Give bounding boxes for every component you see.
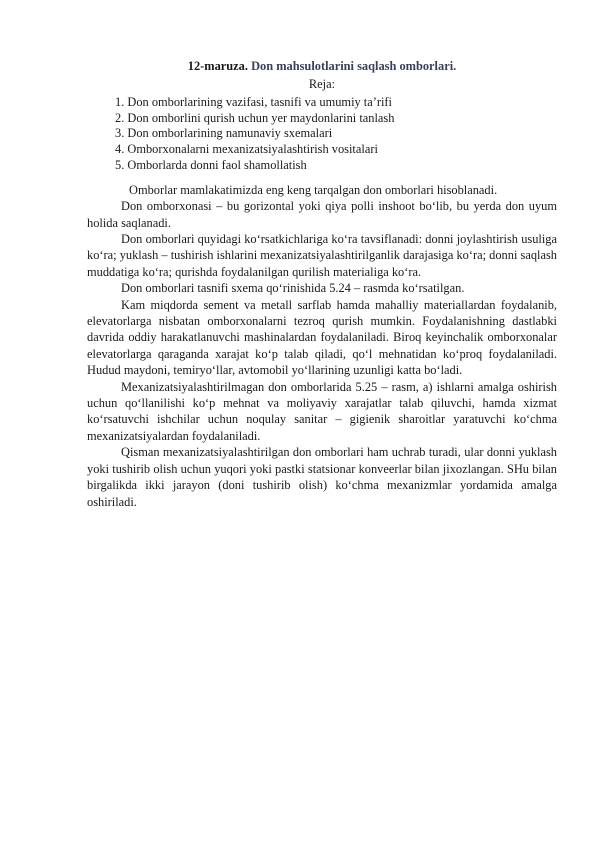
plan-list bbox=[115, 95, 557, 174]
paragraph: Qisman mexanizatsiyalashtirilgan don omborlari ham uchrab turadi, ular donni yuklash yoki tushirib olish uchun yuqori yoki pastki statsionar konveerlar bilan jixozlangan. SHu bilan birgalikda ikki jarayon (doni tushirib olish) ko‘chma mexanizmlar yordamida amalga oshiriladi. bbox=[87, 445, 557, 509]
plan-item: 4. Omborxonalarni mexanizatsiyalashtirish vositalari bbox=[115, 142, 378, 157]
plan-item: 5. Omborlarda donni faol shamollatish bbox=[115, 158, 307, 172]
plan-item: 1. Don omborlarining vazifasi, tasnifi va umumiy ta’rifi bbox=[115, 94, 393, 109]
plan-label: Reja: bbox=[308, 77, 336, 92]
lecture-title bbox=[87, 58, 557, 74]
paragraph: Kam miqdorda sement va metall sarflab hamda mahalliy materiallardan foydalanib, elevatorlarga nisbatan omborxonalarni tezroq qurish mumkin. Foydalanishning dastlabki davrida oddiy harakatlanuvchi mashinalardan foydalaniladi. Biroq keyinchalik omborxonalar elevatorlarga qaraganda xarajat ko‘p talab qiladi, qo‘l mehnatidan ko‘proq foydalaniladi. Hudud maydoni, temiryo‘llar, avtomobil yo‘llarining uzunligi katta bo‘ladi. bbox=[87, 297, 557, 378]
paragraph: Omborlar mamlakatimizda eng keng tarqalgan don omborlari hisoblanadi. bbox=[129, 182, 498, 197]
paragraph: Mexanizatsiyalashtirilmagan don omborlarida 5.25 – rasm, a) ishlarni amalga oshirish uchun qo‘llanilishi ko‘p mehnat va moliyaviy xarajatlar talab qiluvchi, hamda xizmat ko‘rsatuvchi ishchilar uchun noqulay sanitar – gigienik sharoitlar yaratuvchi ko‘chma mexanizatsiyalardan foydalaniladi. bbox=[87, 379, 557, 443]
plan-item: 3. Don omborlarining namunaviy sxemalari bbox=[115, 126, 333, 141]
document-page bbox=[87, 58, 557, 510]
paragraph: Don omborxonasi – bu gorizontal yoki qiya polli inshoot bo‘lib, bu yerda don uyum holida saqlanadi. bbox=[87, 199, 557, 230]
lecture-number: 12-maruza. bbox=[187, 59, 248, 73]
paragraph: Don omborlari quyidagi ko‘rsatkichlariga ko‘ra tavsiflanadi: donni joylashtirish usuliga ko‘ra; yuklash – tushirish ishlarini mexanizatsiyalashtirilganlik darajasiga ko‘ra; donni saqlash muddatiga ko‘ra; qurishda foydalanilgan qurilish materialiga ko‘ra. bbox=[87, 232, 557, 279]
lecture-title-text: Don mahsulotlarini saqlash omborlari. bbox=[247, 59, 457, 73]
plan-item: 2. Don omborlini qurish uchun yer maydonlarini tanlash bbox=[115, 110, 395, 125]
body-text bbox=[87, 182, 557, 510]
paragraph: Don omborlari tasnifi sxema qo‘rinishida 5.24 – rasmda ko‘rsatilgan. bbox=[121, 281, 465, 296]
